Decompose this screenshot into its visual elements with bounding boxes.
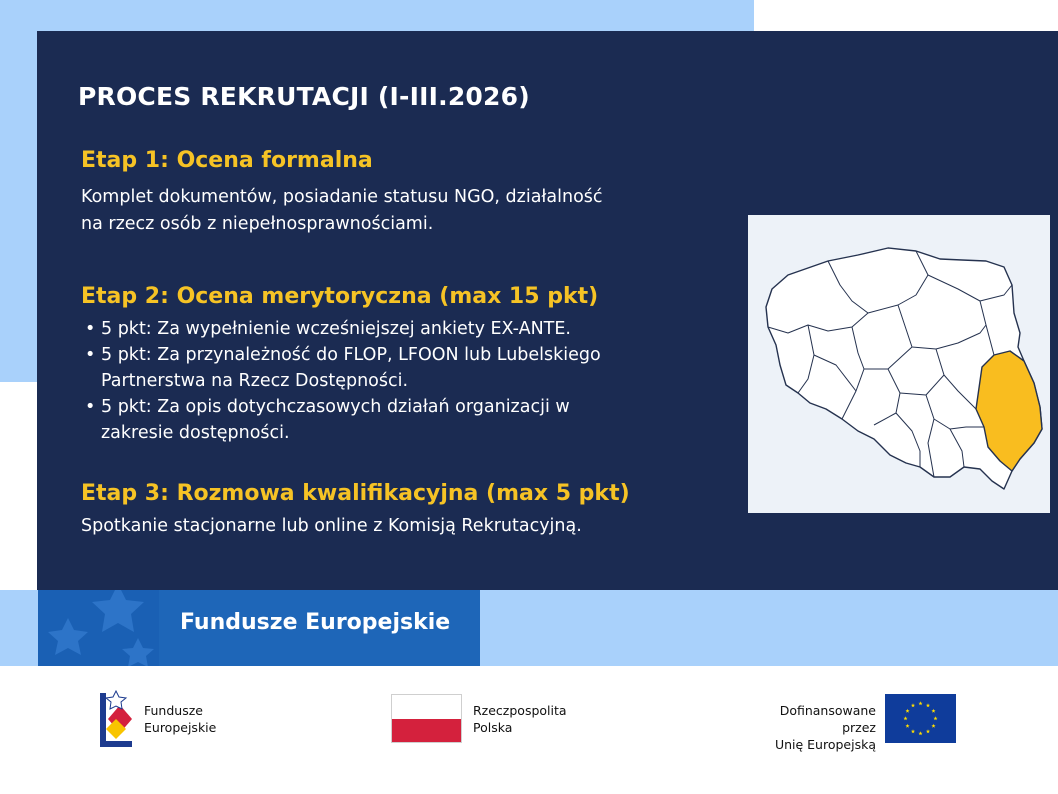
funding-band-label: Fundusze Europejskie bbox=[180, 610, 451, 635]
eu-star-icon bbox=[905, 709, 909, 713]
pl-logo-line: Rzeczpospolita bbox=[473, 703, 567, 718]
criteria-item bbox=[81, 394, 671, 446]
pl-logo-line: Polska bbox=[473, 720, 513, 735]
stage-1-description-line: Komplet dokumentów, posiadanie statusu NGO, działalność bbox=[81, 187, 603, 207]
page-title: PROCES REKRUTACJI (I-III.2026) bbox=[78, 82, 530, 111]
criteria-item-line: Partnerstwa na Rzecz Dostępności. bbox=[101, 371, 409, 391]
criteria-item bbox=[81, 316, 671, 342]
stage-1-description bbox=[81, 184, 603, 238]
stage-1-heading: Etap 1: Ocena formalna bbox=[81, 148, 373, 173]
poland-flag-icon bbox=[391, 694, 462, 743]
criteria-item bbox=[81, 342, 671, 394]
stage-3-heading: Etap 3: Rozmowa kwalifikacyjna (max 5 pkt) bbox=[81, 481, 630, 506]
poland-map bbox=[748, 215, 1050, 513]
criteria-item-line: 5 pkt: Za opis dotychczasowych działań organizacji w bbox=[101, 397, 570, 417]
eu-logo-line: Dofinansowane przez bbox=[779, 703, 876, 735]
stage-2-heading: Etap 2: Ocena merytoryczna (max 15 pkt) bbox=[81, 284, 599, 309]
eu-logo-text bbox=[742, 702, 876, 753]
eu-star-icon bbox=[918, 701, 922, 705]
eu-star-icon bbox=[905, 724, 909, 728]
stage-3-description-line: Spotkanie stacjonarne lub online z Komisją Rekrutacyjną. bbox=[81, 516, 582, 536]
eu-star-icon bbox=[911, 729, 915, 733]
pl-logo-text bbox=[473, 702, 567, 736]
eu-star-icon bbox=[931, 709, 935, 713]
bullet-icon: • bbox=[85, 345, 96, 365]
fe-logo-line: Europejskie bbox=[144, 720, 217, 735]
eu-flag-icon bbox=[885, 694, 956, 743]
eu-star-icon bbox=[933, 716, 937, 720]
criteria-item-line: 5 pkt: Za wypełnienie wcześniejszej ankiety EX-ANTE. bbox=[101, 319, 571, 339]
criteria-item-line: 5 pkt: Za przynależność do FLOP, LFOON lub Lubelskiego bbox=[101, 345, 601, 365]
eu-star-icon bbox=[926, 729, 930, 733]
fe-logo-line: Fundusze bbox=[144, 703, 203, 718]
stage-1-description-line: na rzecz osób z niepełnosprawnościami. bbox=[81, 214, 434, 234]
eu-star-icon bbox=[911, 703, 915, 707]
bullet-icon: • bbox=[85, 319, 96, 339]
funding-band bbox=[159, 590, 480, 666]
star-pattern-icon bbox=[38, 590, 159, 666]
eu-star-icon bbox=[918, 731, 922, 735]
eu-star-icon bbox=[926, 703, 930, 707]
bullet-icon: • bbox=[85, 397, 96, 417]
eu-stars-icon bbox=[885, 694, 956, 743]
stage-3-description bbox=[81, 513, 582, 540]
eu-star-icon bbox=[931, 724, 935, 728]
fe-logo-icon bbox=[98, 685, 134, 750]
stars-decoration bbox=[38, 590, 159, 666]
poland-map-icon bbox=[748, 215, 1050, 513]
eu-star-icon bbox=[903, 716, 907, 720]
stage-2-criteria-list bbox=[81, 316, 671, 446]
criteria-item-line: zakresie dostępności. bbox=[101, 423, 290, 443]
fe-logo-text bbox=[144, 702, 216, 736]
eu-logo-line: Unię Europejską bbox=[774, 737, 876, 752]
